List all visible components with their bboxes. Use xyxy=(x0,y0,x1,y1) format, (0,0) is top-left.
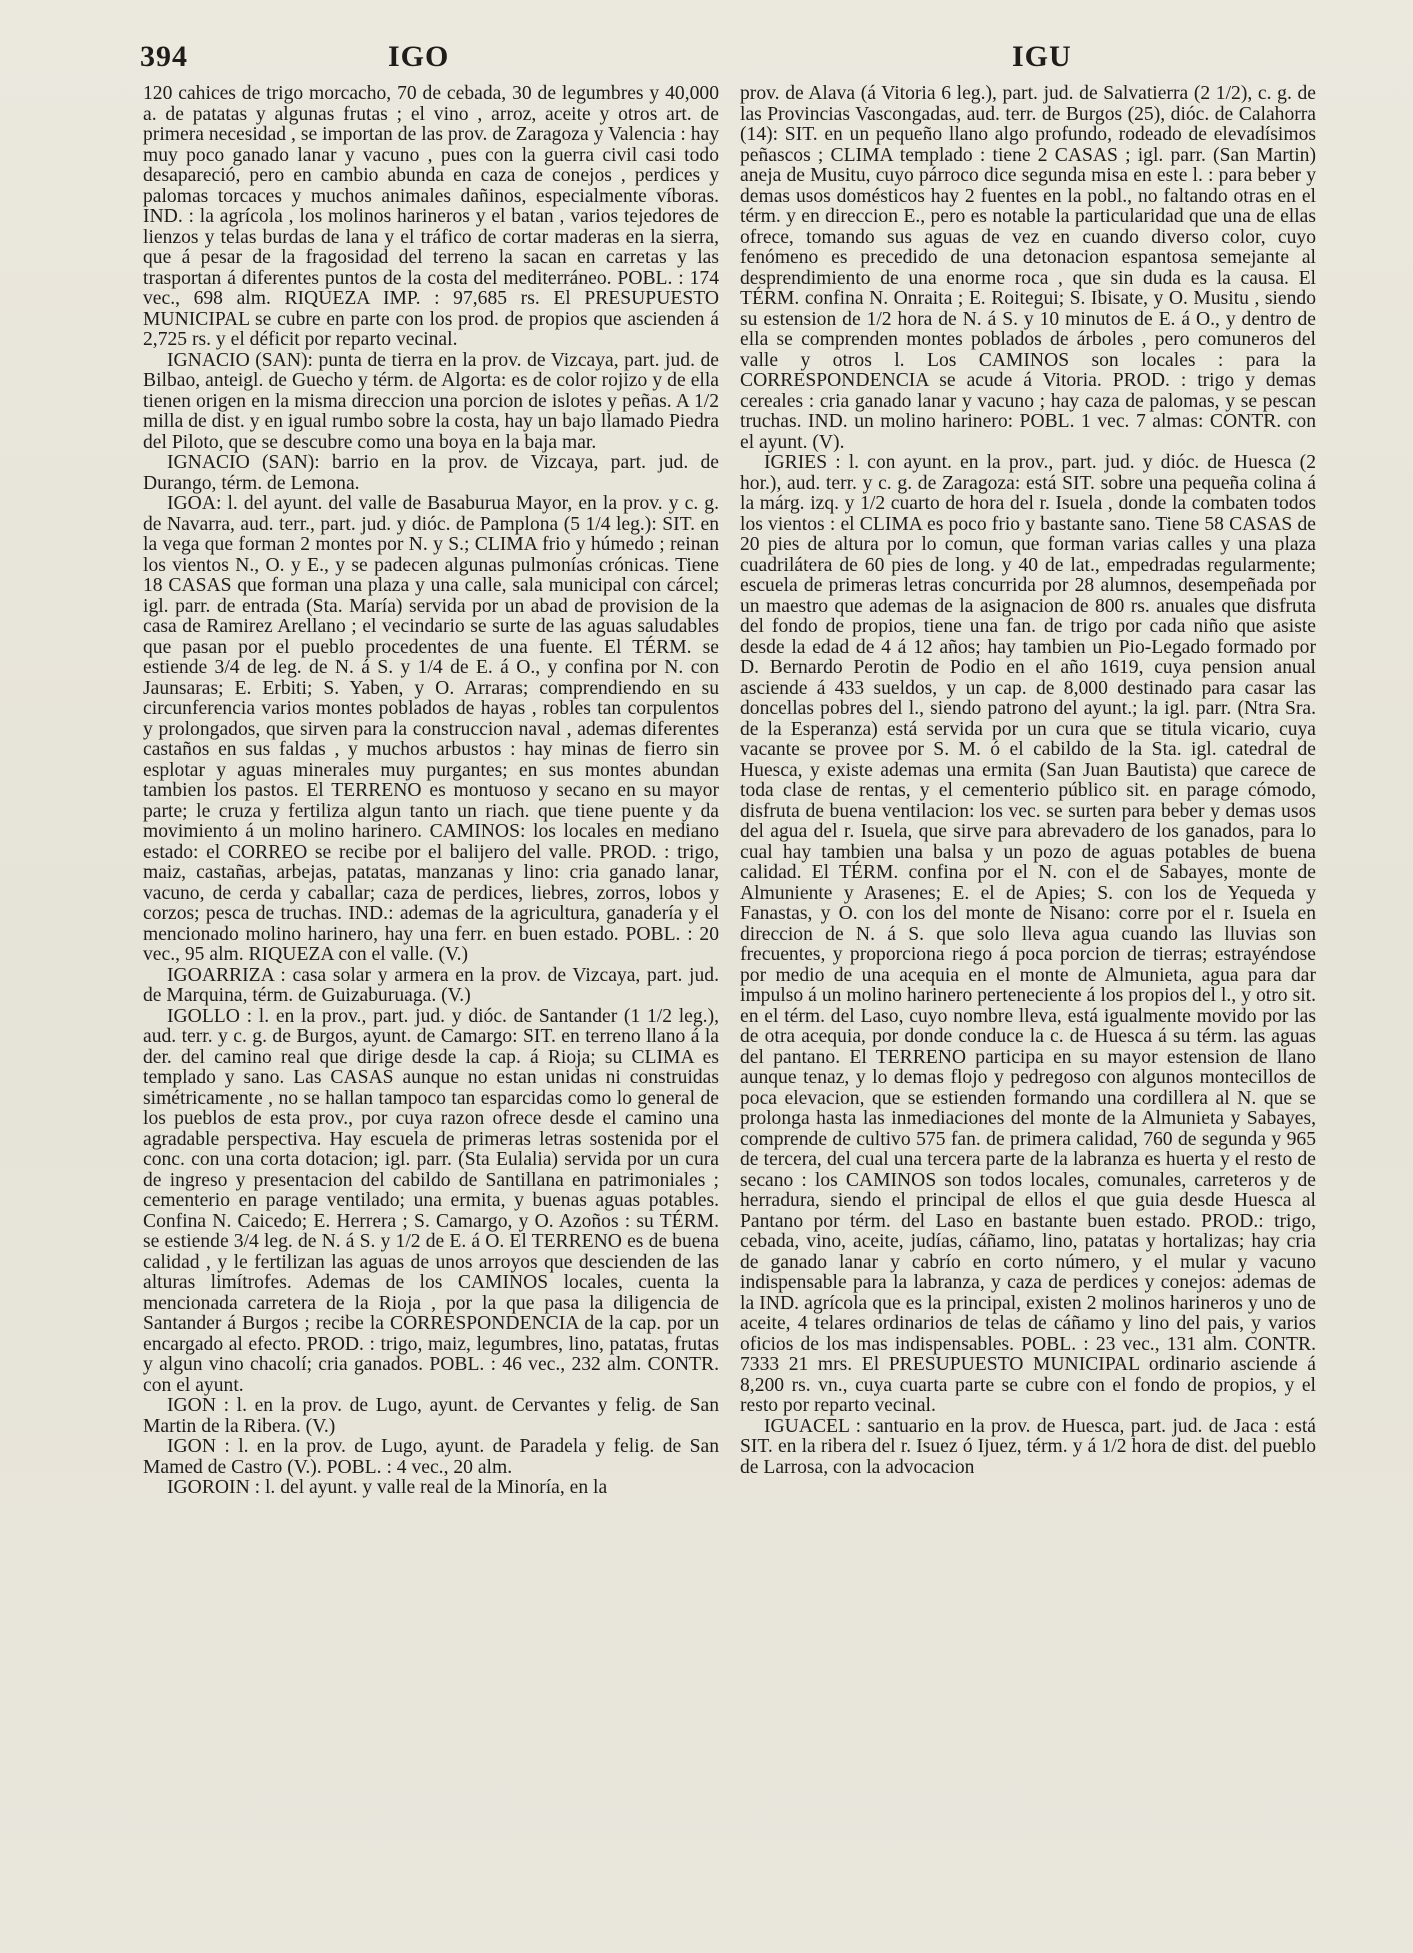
entry-igon-paradela: IGON : l. en la prov. de Lugo, ayunt. de Paradela y felig. de San Mamed de Castro (V.). POBL. : 4 vec., 20 alm. xyxy=(143,1436,719,1478)
entry-igoroin: IGOROIN : l. del ayunt. y valle real de la Minoría, en la xyxy=(167,1477,608,1498)
entry-continuation: 120 cahices de trigo morcacho, 70 de cebada, 30 de legumbres y 40,000 a. de patatas y algunas frutas ; el vino , arroz, aceite y otros art. de primera necesidad , se importan de las prov. de Zaragoza y Valencia : hay muy poco ganado lanar y vacuno , pues con la guerra civil casi todo desapareció, pero en cambio abunda en caza de conejos , perdices y palomas torcaces y muchos animales dañinos, especialmente víboras. IND. : la agrícola , los molinos harineros y el batan , varios tejedores de lienzos y telas burdas de lana y el tráfico de cortar maderas en la sierra, que á pesar de la fragosidad del terreno la sacan en carretas y las trasportan á diferentes puntos de la costa del mediterráneo. POBL. : 174 vec., 698 alm. RIQUEZA IMP. : 97,685 rs. El PRESUPUESTO MUNICIPAL se cubre en parte con los prod. de propios que ascienden á 2,725 rs. y el déficit por reparto vecinal. xyxy=(143,83,719,350)
left-column xyxy=(143,84,719,1499)
entry-igon-cervantes: IGON : l. en la prov. de Lugo, ayunt. de Cervantes y felig. de San Martin de la Ribera. (V.) xyxy=(143,1395,719,1437)
entry-ignacio-barrio: IGNACIO (SAN): barrio en la prov. de Vizcaya, part. jud. de Durango, térm. de Lemona. xyxy=(143,452,719,494)
entry-igoarriza: IGOARRIZA : casa solar y armera en la prov. de Vizcaya, part. jud. de Marquina, térm. de Guizaburuaga. (V.) xyxy=(143,964,719,1006)
page-header xyxy=(0,40,1413,86)
left-running-head: IGO xyxy=(388,40,450,73)
entry-igoa: IGOA: l. del ayunt. del valle de Basaburua Mayor, en la prov. y c. g. de Navarra, aud. terr., part. jud. y dióc. de Pamplona (5 1/4 leg.): SIT. en la vega que forman 2 montes por N. y S.; CLIMA frio y húmedo ; reinan los vientos N., O. y E., y se padecen algunas pulmonías crónicas. Tiene 18 CASAS que forman una plaza y una calle, sala municipal con cárcel; igl. parr. de entrada (Sta. María) servida por un abad de provision de la casa de Ramirez Arellano ; el vecindario se surte de las aguas saludables que pasan por el pueblo procedentes de una fuente. El TÉRM. se estiende 3/4 de leg. de N. á S. y 1/4 de E. á O., y confina por N. con Jaunsaras; E. Erbiti; S. Yaben, y O. Arraras; comprendiendo en su circunferencia varios montes poblados de hayas , robles tan corpulentos y prolongados, que sirven para la construccion naval , ademas diferentes castaños en sus faldas , y muchos arbustos : hay minas de fierro sin esplotar y aguas minerales muy purgantes; en sus montes abundan tambien los pastos. El TERRENO es montuoso y secano en su mayor parte; le cruza y fertiliza algun tanto un riach. que tiene puente y da movimiento á un molino harinero. CAMINOS: los locales en mediano estado: el CORREO se recibe por el balijero del valle. PROD. : trigo, maiz, castañas, arbejas, patatas, manzanas y lino: cria ganado lanar, vacuno, de cerda y caballar; caza de perdices, liebres, zorros, lobos y corzos; pesca de truchas. IND.: ademas de la agricultura, ganadería y el mencionado molino harinero, hay una ferr. en buen estado. POBL. : 20 vec., 95 alm. RIQUEZA con el valle. (V.) xyxy=(143,493,719,965)
entry-ignacio-punta: IGNACIO (SAN): punta de tierra en la prov. de Vizcaya, part. jud. de Bilbao, anteigl. de Guecho y térm. de Algorta: es de color rojizo y de ella tienen origen en la misma direccion una porcion de islotes y peñas. A 1/2 milla de dist. y en igual rumbo sobre la costa, hay un bajo llamado Piedra del Piloto, que se descubre como una boya en la baja mar. xyxy=(143,349,719,453)
right-running-head: IGU xyxy=(1012,40,1072,73)
right-column xyxy=(740,84,1316,1478)
entry-igoroin-continuation: prov. de Alava (á Vitoria 6 leg.), part. jud. de Salvatierra (2 1/2), c. g. de las Provincias Vascongadas, aud. terr. de Burgos (25), dióc. de Calahorra (14): SIT. en un pequeño llano algo profundo, rodeado de elevadísimos peñascos ; CLIMA templado : tiene 2 CASAS ; igl. parr. (San Martin) aneja de Musitu, cuyo párroco dice segunda misa en este l. : para beber y demas usos domésticos hay 2 fuentes en la pobl., no faltando otras en el térm. y en direccion E., pero es notable la particularidad que una de ellas ofrece, tomando sus aguas de vez en cuando diverso color, cuyo fenómeno es precedido de una detonacion espantosa semejante al desprendimiento de una enorme roca , que sin duda es la causa. El TÉRM. confina N. Onraita ; E. Roitegui; S. Ibisate, y O. Musitu , siendo su estension de 1/2 hora de N. á S. y 10 minutos de E. á O., y dentro de ella se comprenden montes poblados de árboles , pero comuneros del valle y otros l. Los CAMINOS son locales : para la CORRESPONDENCIA se acude á Vitoria. PROD. : trigo y demas cereales : cria ganado lanar y vacuno ; hay caza de palomas, y se pescan truchas. IND. un molino harinero: POBL. 1 vec. 7 almas: CONTR. con el ayunt. (V). xyxy=(740,83,1316,453)
entry-iguacel: IGUACEL : santuario en la prov. de Huesca, part. jud. de Jaca : está SIT. en la ribera del r. Isuez ó Ijuez, térm. y á 1/2 hora de dist. del pueblo de Larrosa, con la advocacion xyxy=(740,1415,1316,1478)
page-number: 394 xyxy=(140,40,188,73)
entry-igries: IGRIES : l. con ayunt. en la prov., part. jud. y dióc. de Huesca (2 hor.), aud. terr. y c. g. de Zaragoza: está SIT. sobre una pequeña colina á la márg. izq. y 1/2 cuarto de hora del r. Isuela , donde la combaten todos los vientos : el CLIMA es poco frio y bastante sano. Tiene 58 CASAS de 20 pies de altura por lo comun, que forman varias calles y una plaza cuadrilátera de 60 pies de long. y 40 de lat., empedradas regularmente; escuela de primeras letras concurrida por 28 alumnos, desempeñada por un maestro que ademas de la asignacion de 800 rs. anuales que disfruta del fondo de propios, tiene una fan. de trigo por cada niño que asiste desde la edad de 4 á 12 años; hay tambien un Pio-Legado formado por D. Bernardo Perotin de Podio en el año 1619, cuya pension anual asciende á 433 sueldos, y un cap. de 8,000 destinado para casar las doncellas pobres del l., siendo patrono del ayunt.; la igl. parr. (Ntra Sra. de la Esperanza) está servida por un cura que se titula vicario, cuya vacante se provee por S. M. ó el cabildo de la Sta. igl. catedral de Huesca, y existe ademas una ermita (San Juan Bautista) que carece de toda clase de rentas, y el cementerio público sit. en parage cómodo, disfruta de buena ventilacion: los vec. se surten para beber y demas usos del agua del r. Isuela, que sirve para abrevadero de los ganados, para lo cual hay tambien una balsa y un pozo de aguas potables de buena calidad. El TÉRM. confina por el N. con el de Sabayes, monte de Almuniente y Arasenes; E. el de Apies; S. con los de Yequeda y Fanastas, y O. con los del monte de Nisano: corre por el r. Isuela en direccion de N. á S. que solo lleva agua cuando las lluvias son frecuentes, y proporciona riego á poca porcion de tierras; estrayéndose por medio de una acequia en el monte de Almunieta, agua para dar impulso á un molino harinero perteneciente á los propios del l., y otro sit. en el térm. del Laso, cuyo nombre lleva, está igualmente movido por las de otra acequia, por donde conduce la c. de Huesca á su térm. las aguas del pantano. El TERRENO participa en su mayor estension de llano aunque tenaz, y lo demas flojo y pedregoso con algunos montecillos de poca elevacion, que se estienden formando una cordillera al N. que se prolonga hasta las inmediaciones del monte de la Almunieta y Sabayes, comprende de cultivo 575 fan. de primera calidad, 760 de segunda y 965 de tercera, del cual una tercera parte de la labranza es huerta y el resto de secano : los CAMINOS son todos locales, comunales, carreteros y de herradura, siendo el principal de ellos el que guia desde Huesca al Pantano por térm. del Laso en bastante buen estado. PROD.: trigo, cebada, vino, aceite, judías, cáñamo, lino, patatas y hortalizas; hay cria de ganado lanar y cabrío en corto número, y el mular y vacuno indispensable para la labranza, y caza de perdices y conejos: ademas de la IND. agrícola que es la principal, existen 2 molinos harineros y uno de aceite, 4 telares ordinarios de telas de cáñamo y lino del pais, y varios oficios de los mas indispensables. POBL. : 23 vec., 131 alm. CONTR. 7333 21 mrs. El PRESUPUESTO MUNICIPAL ordinario asciende á 8,200 rs. vn., cuya cuarta parte se cubre con el fondo de propios, y el resto por reparto vecinal. xyxy=(740,452,1316,1416)
entry-igollo: IGOLLO : l. en la prov., part. jud. y dióc. de Santander (1 1/2 leg.), aud. terr. y c. g. de Burgos, ayunt. de Camargo: SIT. en terreno llano á la der. del camino real que dirige desde la cap. á Rioja; su CLIMA es templado y sano. Las CASAS aunque no estan unidas ni construidas simétricamente , no se hallan tampoco tan esparcidas como lo general de los pueblos de esta prov., por cuya razon ofrece desde el camino una agradable perspectiva. Hay escuela de primeras letras sostenida por el conc. con una corta dotacion; igl. parr. (Sta Eulalia) servida por un cura de ingreso y presentacion del cabildo de Santillana en patrimoniales ; cementerio en parage ventilado; una ermita, y buenas aguas potables. Confina N. Caicedo; E. Herrera ; S. Camargo, y O. Azoños : su TÉRM. se estiende 3/4 leg. de N. á S. y 1/2 de E. á O. El TERRENO es de buena calidad , y le fertilizan las aguas de unos arroyos que descienden de las alturas limítrofes. Ademas de los CAMINOS locales, cuenta la mencionada carretera de la Rioja , por la que pasa la diligencia de Santander á Burgos ; recibe la CORRESPONDENCIA de la cap. por un encargado al efecto. PROD. : trigo, maiz, legumbres, lino, patatas, frutas y algun vino chacolí; cria ganados. POBL. : 46 vec., 232 alm. CONTR. con el ayunt. xyxy=(143,1005,719,1396)
